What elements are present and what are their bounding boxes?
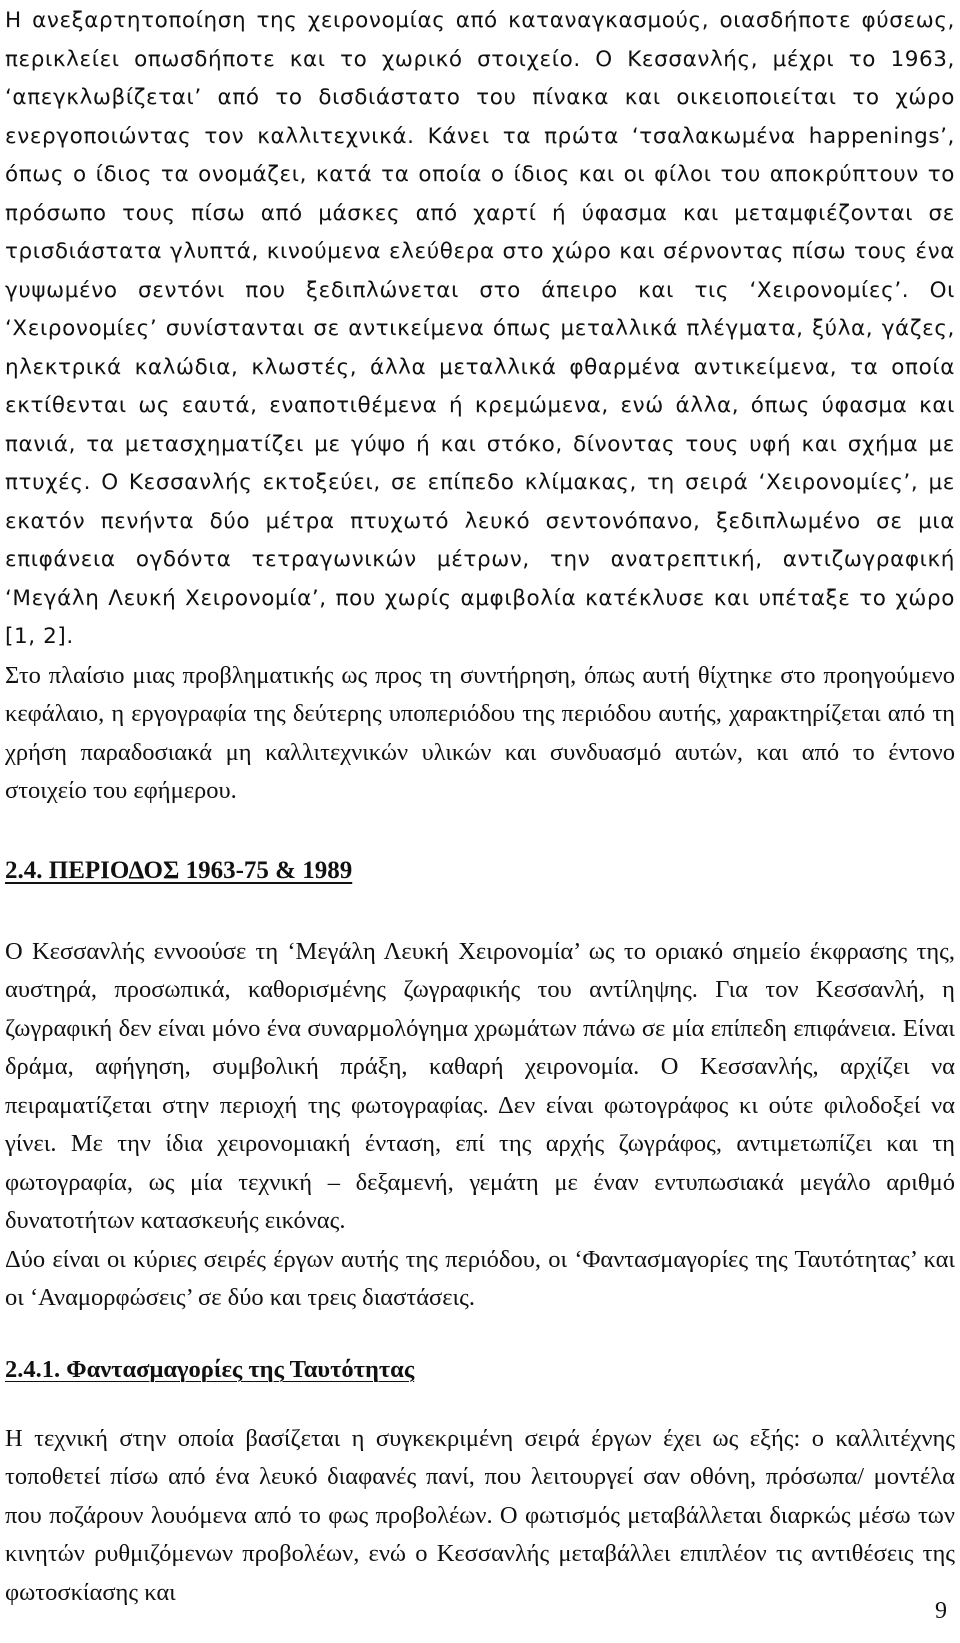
body-paragraph: Η τεχνική στην οποία βασίζεται η συγκεκριμένη σειρά έργων έχει ως εξής: ο καλλιτέχνης τοποθετεί πίσω από ένα λευκό διαφανές πανί, που λειτουργεί σαν οθόνη, πρόσωπα/ μοντέλα που ποζάρουν λουόμενα από το φως προβολέων. Ο φωτισμός μεταβάλλεται διαρκώς μέσω των κινητών ρυθμιζόμενων προβολέων, ενώ ο Κεσσανλής μεταβάλλει επιπλέον τις αντιθέσεις της φωτοσκίασης και — [5, 1424, 955, 1606]
body-paragraph: Ο Κεσσανλής εννοούσε τη ‘Μεγάλη Λευκή Χειρονομία’ ως το οριακό σημείο έκφρασης της, αυστηρά, προσωπικά, καθορισμένης ζωγραφικής του αντίληψης. Για τον Κεσσανλή, η ζωγραφική δεν είναι μόνο ένα συναρμολόγημα χρωμάτων πάνω σε μία επίπεδη επιφάνεια. Είναι δράμα, αφήγηση, συμβολική πράξη, καθαρή χειρονομία. Ο Κεσσανλής, αρχίζει να πειραματίζεται στην περιοχή της φωτογραφίας. Δεν είναι φωτογράφος κι ούτε φιλοδοξεί να γίνει. Με την ίδια χειρονομιακή ένταση, επί της αρχής ζωγράφος, αντιμετωπίζει και τη φωτογραφία, ως μία τεχνική – δεξαμενή, γεμάτη με έναν εντυπωσιακά μεγάλο αριθμό δυνατοτήτων κατασκευής εικόνας. — [5, 937, 955, 1234]
subsection-heading: 2.4.1. Φαντασμαγορίες της Ταυτότητας — [5, 1355, 415, 1383]
body-paragraph: Στο πλαίσιο μιας προβληματικής ως προς τη συντήρηση, όπως αυτή θίχτηκε στο προηγούμενο κεφάλαιο, η εργογραφία της δεύτερης υποπεριόδου της περιόδου αυτής, χαρακτηρίζεται από τη χρήση παραδοσιακά μη καλλιτεχνικών υλικών και συνδυασμό αυτών, και από το έντονο στοιχείο του εφήμερου. — [5, 661, 955, 804]
document-page — [5, 0, 955, 1643]
page-number: 9 — [935, 1598, 947, 1624]
section-heading: 2.4. ΠΕΡΙΟΔΟΣ 1963-75 & 1989 — [5, 856, 353, 884]
body-paragraph: Η ανεξαρτητοποίηση της χειρονομίας από καταναγκασμούς, οιασδήποτε φύσεως, περικλείει οπωσδήποτε και το χωρικό στοιχείο. Ο Κεσσανλής, μέχρι το 1963, ‘απεγκλωβίζεται’ από το δισδιάστατο του πίνακα και οικειοποιείται το χώρο ενεργοποιώντας τον καλλιτεχνικά. Κάνει τα πρώτα ‘τσαλακωμένα happenings’, όπως ο ίδιος τα ονομάζει, κατά τα οποία ο ίδιος και οι φίλοι του αποκρύπτουν το πρόσωπο τους πίσω από μάσκες από χαρτί ή ύφασμα και μεταμφιέζονται σε τρισδιάστατα γλυπτά, κινούμενα ελεύθερα στο χώρο και σέρνοντας πίσω τους ένα γυψωμένο σεντόνι που ξεδιπλώνεται στο άπειρο και τις ‘Χειρονομίες’. Οι ‘Χειρονομίες’ συνίστανται σε αντικείμενα όπως μεταλλικά πλέγματα, ξύλα, γάζες, ηλεκτρικά καλώδια, κλωστές, άλλα μεταλλικά φθαρμένα αντικείμενα, τα οποία εκτίθενται ως εαυτά, εναποτιθέμενα ή κρεμώμενα, ενώ άλλα, όπως ύφασμα και πανιά, τα μετασχηματίζει με γύψο ή και στόκο, δίνοντας τους υφή και σχήμα με πτυχές. Ο Κεσσανλής εκτοξεύει, σε επίπεδο κλίμακας, τη σειρά ‘Χειρονομίες’, με εκατόν πενήντα δύο μέτρα πτυχωτό λευκό σεντονόπανο, ξεδιπλωμένο σε μια επιφάνεια ογδόντα τετραγωνικών μέτρων, την ανατρεπτική, αντιζωγραφική ‘Μεγάλη Λευκή Χειρονομία’, που χωρίς αμφιβολία κατέκλυσε και υπέταξε το χώρο [1, 2]. — [5, 8, 955, 649]
body-paragraph: Δύο είναι οι κύριες σειρές έργων αυτής της περιόδου, οι ‘Φαντασμαγορίες της Ταυτότητας’ και οι ‘Αναμορφώσεις’ σε δύο και τρεις διαστάσεις. — [5, 1245, 955, 1311]
